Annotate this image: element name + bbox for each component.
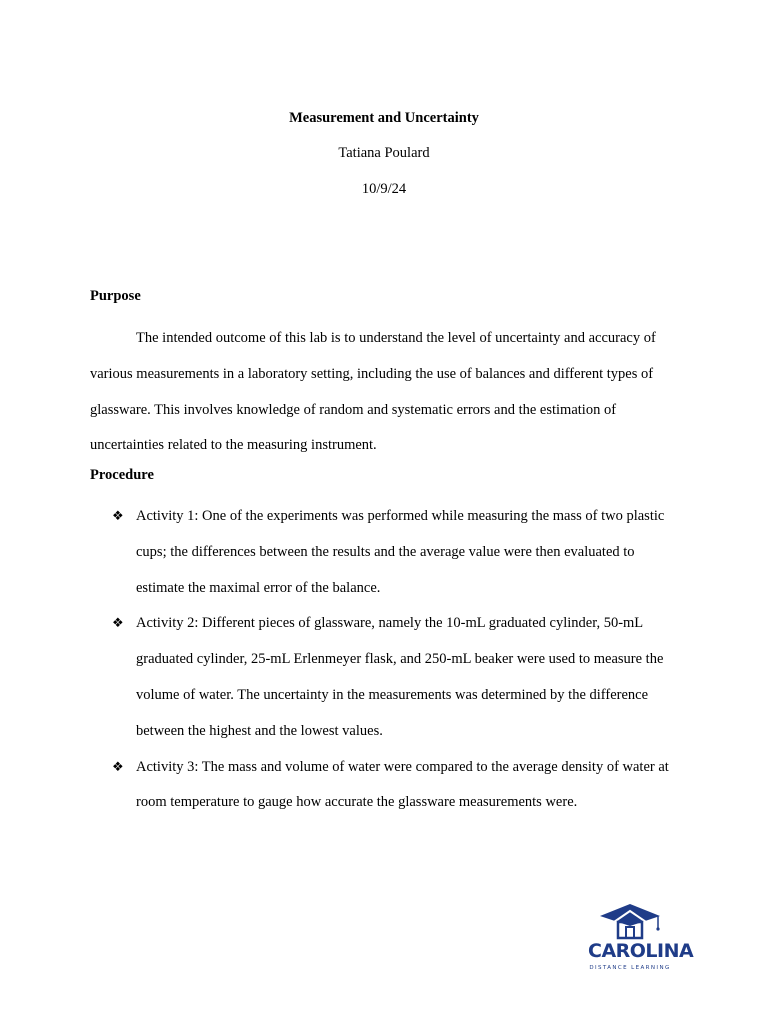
procedure-item-text: Activity 3: The mass and volume of water were compared to the average density of water at room temperature to gauge how accurate the glassware measurements were.: [136, 758, 669, 811]
procedure-item-3: [0, 750, 684, 822]
procedure-item-text: Activity 2: Different pieces of glassware, namely the 10-mL graduated cylinder, 50-mL graduated cylinder, 25-mL Erlenmeyer flask, and 250-mL beaker were used to measure the volume of water. The uncertainty in the measurements was determined by the difference between the highest and the lowest values.: [136, 615, 664, 739]
procedure-heading: Procedure: [90, 467, 154, 483]
document-author: Tatiana Poulard: [338, 145, 430, 161]
purpose-heading: Purpose: [90, 288, 141, 304]
diamond-bullet-icon: ❖: [112, 616, 124, 632]
procedure-item-1: [0, 499, 684, 606]
procedure-item-2: [0, 606, 684, 749]
procedure-item-text: Activity 1: One of the experiments was performed while measuring the mass of two plastic cups; the differences between the results and the average value were then evaluated to estimate the maximal error of the balance.: [136, 508, 665, 596]
diamond-bullet-icon: ❖: [112, 759, 124, 775]
document-title: Measurement and Uncertainty: [289, 110, 479, 126]
document-date: 10/9/24: [361, 181, 407, 197]
diamond-bullet-icon: ❖: [112, 509, 124, 524]
logo-tagline: DISTANCE LEARNING: [589, 965, 671, 971]
procedure-list: [0, 499, 768, 821]
logo-wordmark: CAROLINA: [588, 940, 694, 962]
carolina-logo: [588, 902, 694, 978]
graduation-cap-house-icon: [588, 902, 672, 942]
purpose-paragraph: The intended outcome of this lab is to understand the level of uncertainty and accuracy of various measurements in a laboratory setting, including the use of balances and different types of glassware. This involves knowledge of random and systematic errors and the estimation of uncertainties related to the measuring instrument.: [90, 330, 656, 454]
